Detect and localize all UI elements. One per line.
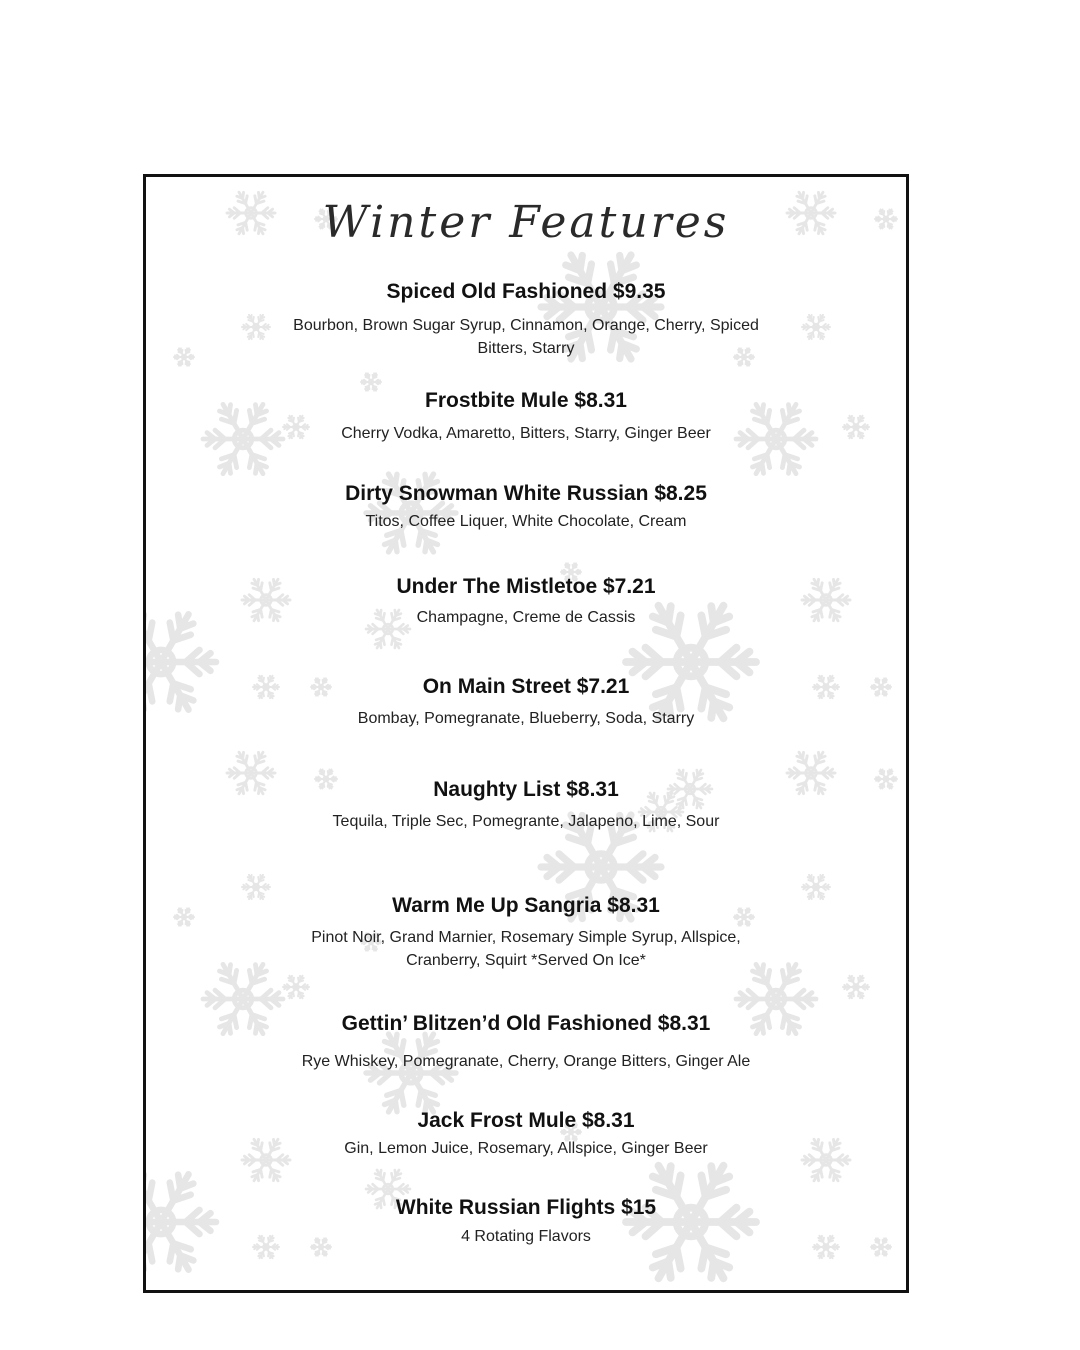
snowflake-icon [283, 976, 309, 999]
snowflake-icon [626, 1166, 756, 1279]
menu-card [143, 174, 909, 1293]
menu-item-description: Cherry Vodka, Amaretto, Bitters, Starry, Ginger Beer [341, 425, 711, 442]
snowflake-icon [366, 1034, 456, 1112]
menu-title-text: Winter Features [322, 197, 730, 248]
menu-item-name: Spiced Old Fashioned $9.35 [386, 280, 666, 303]
menu-item-name: Jack Frost Mule $8.31 [417, 1109, 635, 1132]
menu-item-name: Frostbite Mule $8.31 [425, 389, 627, 412]
menu-title [146, 187, 906, 257]
menu-item-description: Titos, Coffee Liquer, White Chocolate, Cream [365, 513, 687, 530]
menu-item-name: Dirty Snowman White Russian $8.25 [345, 482, 707, 505]
menu-item-description: Pinot Noir, Grand Marnier, Rosemary Simple Syrup, Allspice, Cranberry, Squirt *Served On Ice* [311, 929, 741, 969]
snowflake-icon [174, 348, 194, 365]
menu-item-description: Champagne, Creme de Cassis [416, 609, 636, 626]
menu-item-description: Rye Whiskey, Pomegranate, Cherry, Orange Bitters, Ginger Ale [301, 1053, 751, 1070]
menu-item-name: Gettin’ Blitzen’d Old Fashioned $8.31 [341, 1012, 711, 1035]
menu-item-name: On Main Street $7.21 [422, 675, 630, 698]
menu-item-name: Naughty List $8.31 [433, 778, 619, 801]
snowflake-icon [146, 1174, 216, 1269]
menu-item-name: Under The Mistletoe $7.21 [396, 575, 656, 598]
menu-item-description: Tequila, Triple Sec, Pomegrante, Jalapeno, Lime, Sour [332, 813, 720, 830]
snowflake-icon [242, 315, 270, 339]
menu-item-description: Gin, Lemon Juice, Rosemary, Allspice, Ginger Beer [344, 1140, 708, 1157]
menu-item-name: White Russian Flights $15 [395, 1196, 657, 1219]
menu-item-description: 4 Rotating Flavors [461, 1228, 591, 1245]
menu-item-description: Bombay, Pomegranate, Blueberry, Soda, Starry [357, 710, 695, 727]
menu-item-description: Bourbon, Brown Sugar Syrup, Cinnamon, Orange, Cherry, Spiced Bitters, Starry [293, 317, 759, 357]
menu-item-name: Warm Me Up Sangria $8.31 [392, 894, 660, 917]
snowflake-icon [802, 315, 830, 339]
snowflake-icon [843, 976, 869, 999]
